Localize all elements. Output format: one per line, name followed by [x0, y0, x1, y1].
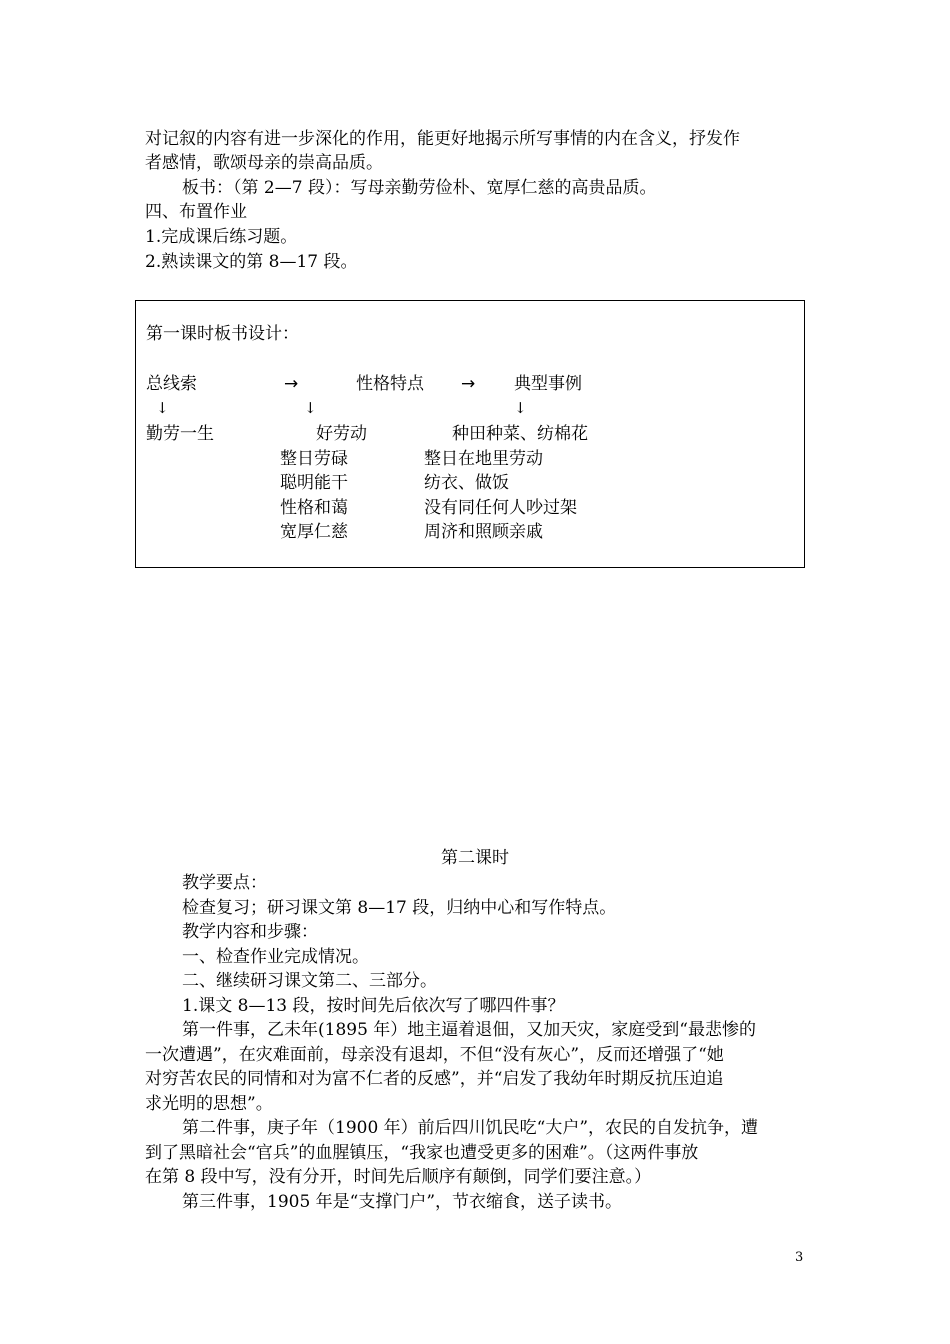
text-line: 对记叙的内容有进一步深化的作用，能更好地揭示所写事情的内在含义，抒发作 [145, 129, 740, 149]
right-arrow-icon: → [461, 374, 476, 394]
text-line: 二、继续研习课文第二、三部分。 [182, 971, 437, 991]
text-line: 者感情，歌颂母亲的崇高品质。 [145, 153, 383, 173]
paragraph-line: 到了黑暗社会“官兵”的血腥镇压，“我家也遭受更多的困难”。（这两件事放 [145, 1143, 699, 1163]
board-trait: 宽厚仁慈 [280, 522, 348, 542]
down-arrow-icon: ↓ [304, 399, 317, 417]
text-line: 检查复习；研习课文第 8—17 段，归纳中心和写作特点。 [182, 898, 617, 918]
board-example: 没有同任何人吵过架 [424, 498, 577, 518]
board-note: 板书：（第 2—7 段）：写母亲勤劳俭朴、宽厚仁慈的高贵品质。 [182, 178, 657, 198]
homework-item: 1.完成课后练习题。 [145, 227, 298, 247]
text-line: 教学要点： [182, 873, 267, 893]
paragraph-line: 第一件事，乙未年(1895 年）地主逼着退佃，又加天灾，家庭受到“最悲惨的 [182, 1020, 756, 1040]
board-trait: 整日劳碌 [280, 449, 348, 469]
text-line: 一、检查作业完成情况。 [182, 947, 369, 967]
down-arrow-icon: ↓ [156, 399, 169, 417]
board-header-clue: 总线索 [146, 374, 197, 394]
section-heading: 四、布置作业 [145, 202, 247, 222]
board-clue-value: 勤劳一生 [146, 424, 214, 444]
board-example: 整日在地里劳动 [424, 449, 543, 469]
board-example: 种田种菜、纺棉花 [452, 424, 588, 444]
board-trait: 性格和蔼 [280, 498, 348, 518]
board-design-box [135, 300, 805, 568]
down-arrow-icon: ↓ [514, 399, 527, 417]
paragraph-line: 第二件事，庚子年（1900 年）前后四川饥民吃“大户”，农民的自发抗争，遭 [182, 1118, 759, 1138]
paragraph-line: 第三件事，1905 年是“支撑门户”，节衣缩食，送子读书。 [182, 1192, 623, 1212]
board-title: 第一课时板书设计： [146, 324, 299, 344]
paragraph-line: 一次遭遇”，在灾难面前，母亲没有退却，不但“没有灰心”，反而还增强了“她 [145, 1045, 724, 1065]
text-line: 教学内容和步骤： [182, 922, 318, 942]
homework-item: 2.熟读课文的第 8—17 段。 [145, 252, 358, 272]
board-example: 周济和照顾亲戚 [424, 522, 543, 542]
board-trait: 聪明能干 [280, 473, 348, 493]
board-example: 纺衣、做饭 [424, 473, 509, 493]
board-header-trait: 性格特点 [356, 374, 424, 394]
page-number: 3 [795, 1250, 804, 1265]
paragraph-line: 求光明的思想”。 [145, 1094, 273, 1114]
right-arrow-icon: → [284, 374, 299, 394]
board-trait: 好劳动 [316, 424, 367, 444]
text-line: 1.课文 8—13 段，按时间先后依次写了哪四件事？ [182, 996, 565, 1016]
paragraph-line: 在第 8 段中写，没有分开，时间先后顺序有颠倒，同学们要注意。） [145, 1167, 652, 1187]
paragraph-line: 对穷苦农民的同情和对为富不仁者的反感”，并“启发了我幼年时期反抗压迫追 [145, 1069, 724, 1089]
board-header-example: 典型事例 [514, 374, 582, 394]
section-title: 第二课时 [441, 848, 509, 868]
